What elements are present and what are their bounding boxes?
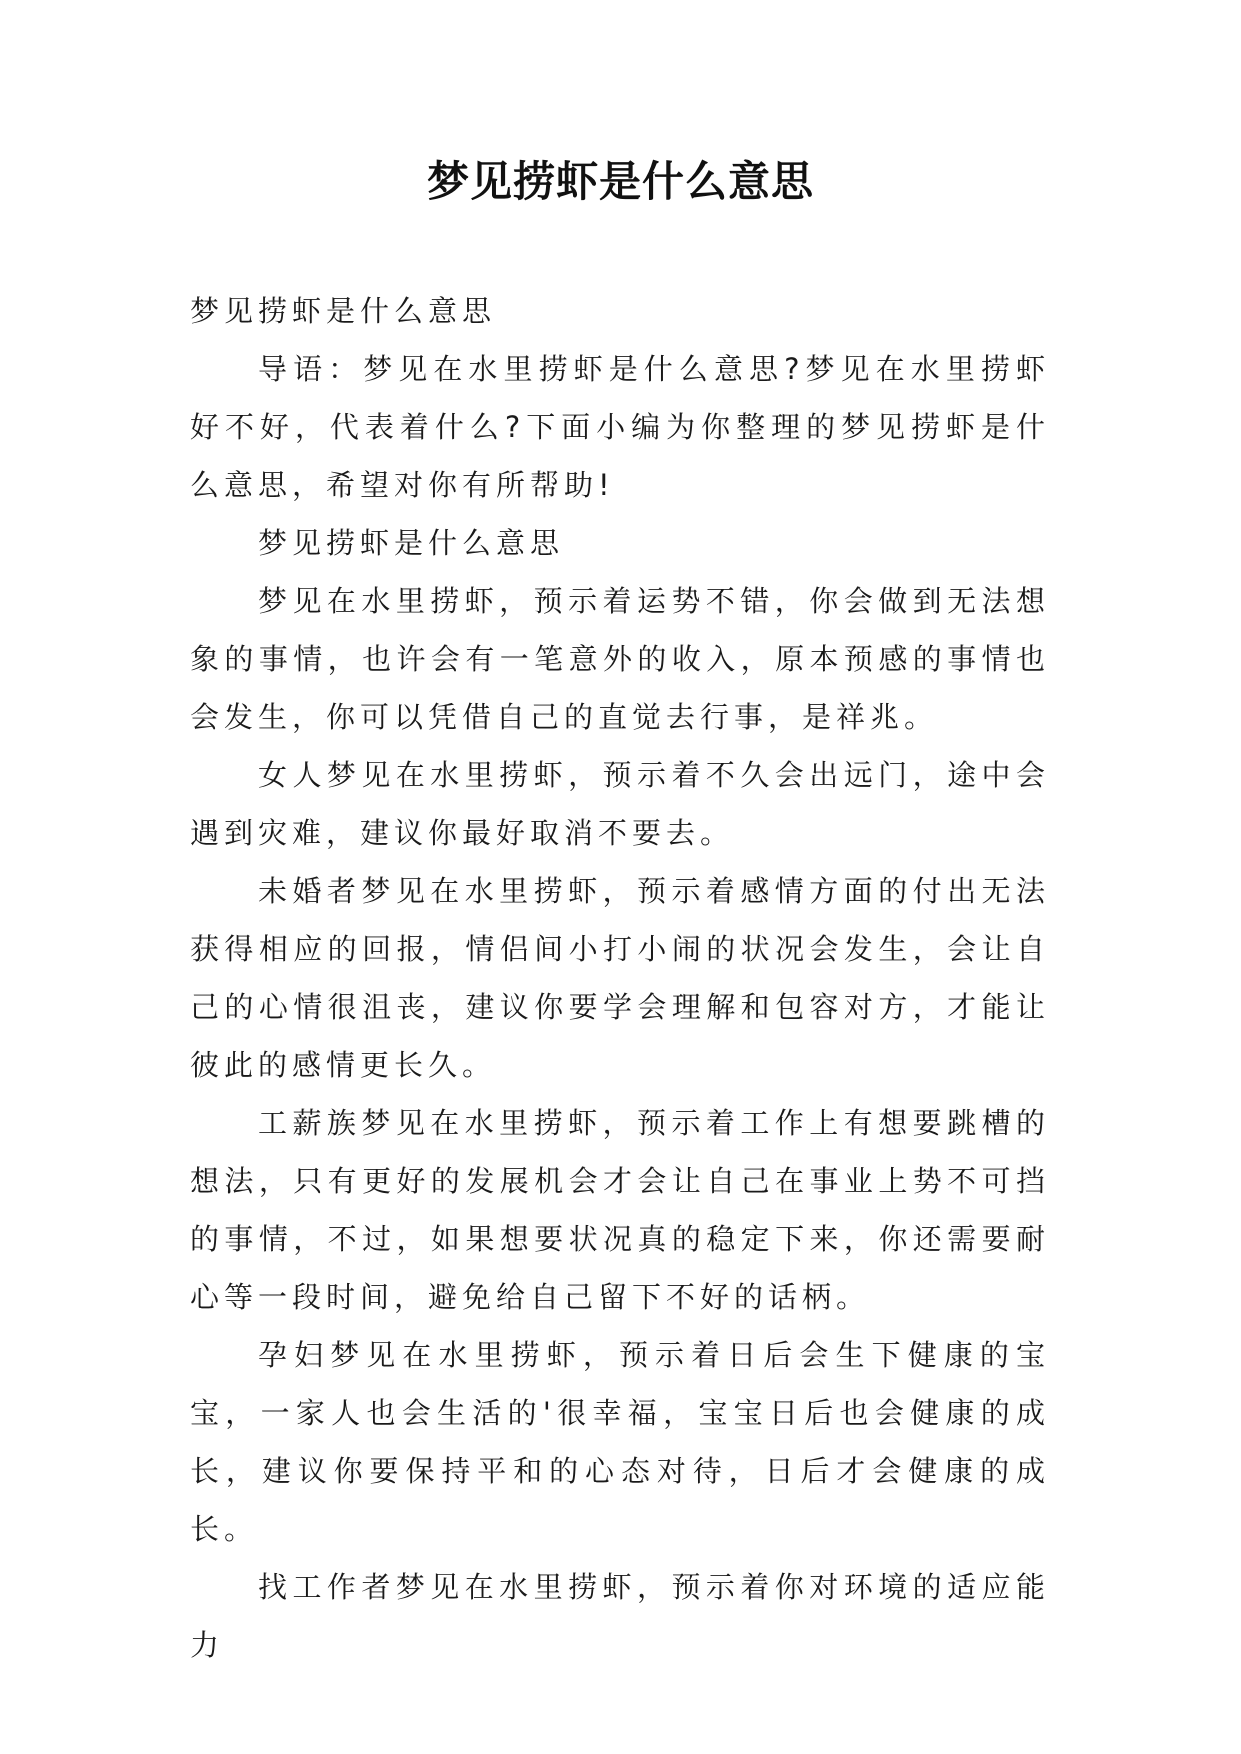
body-paragraph: 孕妇梦见在水里捞虾，预示着日后会生下健康的宝宝，一家人也会生活的'很幸福，宝宝日后也会健康的成长，建议你要保持平和的心态对待，日后才会健康的成长。 bbox=[190, 1338, 1050, 1546]
body-paragraph: 找工作者梦见在水里捞虾，预示着你对环境的适应能力 bbox=[190, 1570, 1050, 1662]
body-paragraph: 梦见在水里捞虾，预示着运势不错，你会做到无法想象的事情，也许会有一笔意外的收入，原本预感的事情也会发生，你可以凭借自己的直觉去行事，是祥兆。 bbox=[190, 584, 1050, 734]
document-body bbox=[190, 282, 1050, 1674]
subtitle-paragraph: 梦见捞虾是什么意思 bbox=[190, 294, 497, 328]
body-paragraph: 未婚者梦见在水里捞虾，预示着感情方面的付出无法获得相应的回报，情侣间小打小闹的状况会发生，会让自己的心情很沮丧，建议你要学会理解和包容对方，才能让彼此的感情更长久。 bbox=[190, 874, 1050, 1082]
intro-paragraph: 导语：梦见在水里捞虾是什么意思?梦见在水里捞虾好不好，代表着什么?下面小编为你整理的梦见捞虾是什么意思，希望对你有所帮助! bbox=[190, 352, 1050, 502]
section-heading: 梦见捞虾是什么意思 bbox=[258, 526, 565, 560]
document-title: 梦见捞虾是什么意思 bbox=[426, 157, 814, 206]
body-paragraph: 工薪族梦见在水里捞虾，预示着工作上有想要跳槽的想法，只有更好的发展机会才会让自己在事业上势不可挡的事情，不过，如果想要状况真的稳定下来，你还需要耐心等一段时间，避免给自己留下不好的话柄。 bbox=[190, 1106, 1050, 1314]
body-paragraph: 女人梦见在水里捞虾，预示着不久会出远门，途中会遇到灾难，建议你最好取消不要去。 bbox=[190, 758, 1050, 850]
